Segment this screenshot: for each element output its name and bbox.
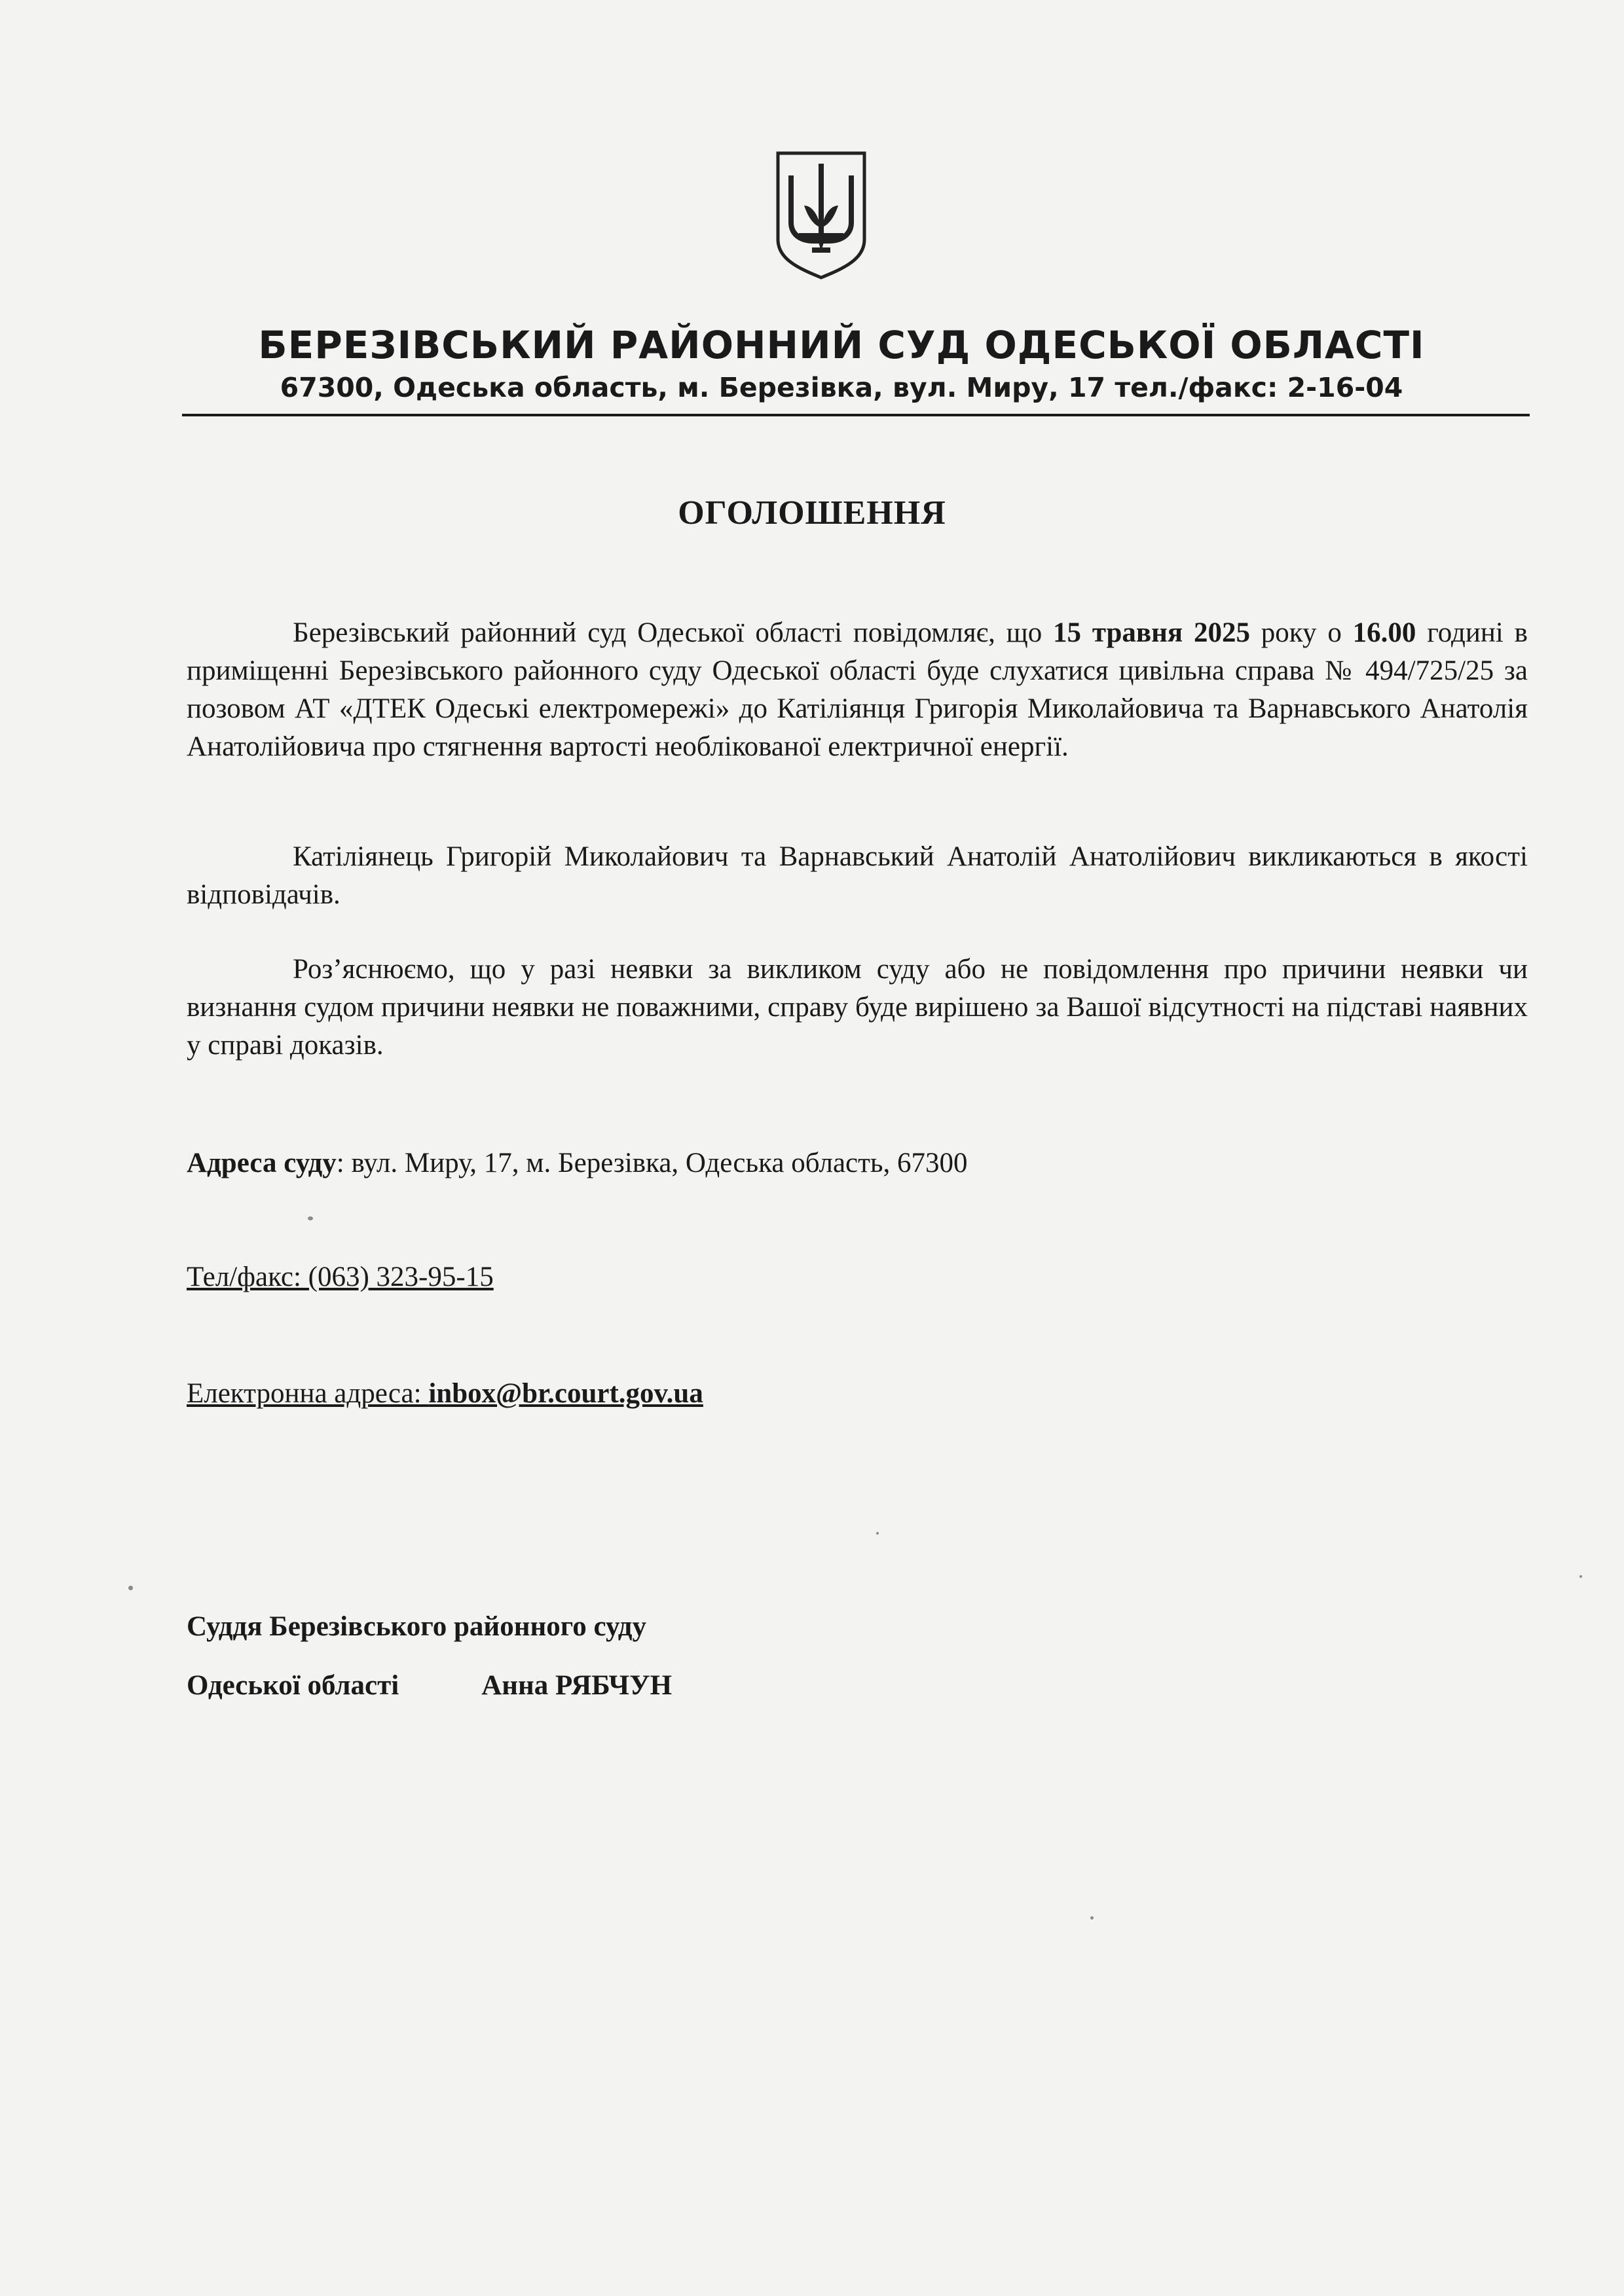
hearing-time: 16.00	[1352, 617, 1416, 648]
paragraph-text-part: Березівський районний суд Одеської області повідомляє, що	[293, 617, 1054, 648]
email-label: Електронна адреса:	[187, 1378, 429, 1409]
announcement-paragraph	[187, 614, 1528, 766]
scan-speck	[1090, 1916, 1094, 1920]
phone-line: Тел/факс: (063) 323-95-15	[187, 1262, 494, 1292]
court-address: 67300, Одеська область, м. Березівка, вул. Миру, 17 тел./факс: 2-16-04	[280, 372, 1403, 403]
hearing-date: 15 травня 2025	[1053, 617, 1250, 648]
signature-line	[187, 1667, 672, 1705]
explanation-paragraph	[187, 951, 1528, 1065]
document-title: ОГОЛОШЕННЯ	[678, 494, 946, 532]
paragraph-text: Катіліянець Григорій Миколайович та Варнавський Анатолій Анатолійович викликаються в якості відповідачів.	[187, 841, 1528, 910]
defendants-paragraph	[187, 838, 1528, 914]
scan-speck	[128, 1586, 133, 1590]
signature-title: Суддя Березівського районного суду	[187, 1611, 647, 1642]
coat-of-arms-of-ukraine-icon	[773, 149, 870, 280]
judge-name: Анна РЯБЧУН	[481, 1670, 673, 1701]
paragraph-text-part: року о	[1249, 617, 1353, 648]
address-value: : вул. Миру, 17, м. Березівка, Одеська область, 67300	[336, 1148, 968, 1178]
address-label: Адреса суду	[187, 1148, 337, 1178]
email-address[interactable]: inbox@br.court.gov.ua	[428, 1378, 703, 1409]
court-name: БЕРЕЗІВСЬКИЙ РАЙОННИЙ СУД ОДЕСЬКОЇ ОБЛАСТІ	[258, 323, 1425, 367]
scan-speck	[1579, 1575, 1582, 1578]
scan-speck	[308, 1216, 313, 1220]
email-line	[187, 1375, 703, 1413]
court-address-line	[187, 1144, 968, 1182]
paragraph-text-part: годині в приміщенні Березівського районного суду Одеської області буде слухатися цивільна справа № 494/725/25 за позовом АТ «ДТЕК Одеські електромережі» до Катіліянця Григорія Миколайовича та Варнавського Анатолія Анатолійовича про стягнення вартості необлікованої електричної енергії.	[187, 617, 1528, 762]
paragraph-text: Роз’яснюємо, що у разі неявки за викликом суду або не повідомлення про причини неявки чи визнання судом причини неявки не поважними, справу буде вирішено за Вашої відсутності на підставі наявних у справі доказів.	[187, 954, 1528, 1061]
signature-region: Одеської області	[187, 1670, 399, 1701]
scan-speck	[876, 1532, 879, 1535]
header-divider	[182, 414, 1530, 416]
